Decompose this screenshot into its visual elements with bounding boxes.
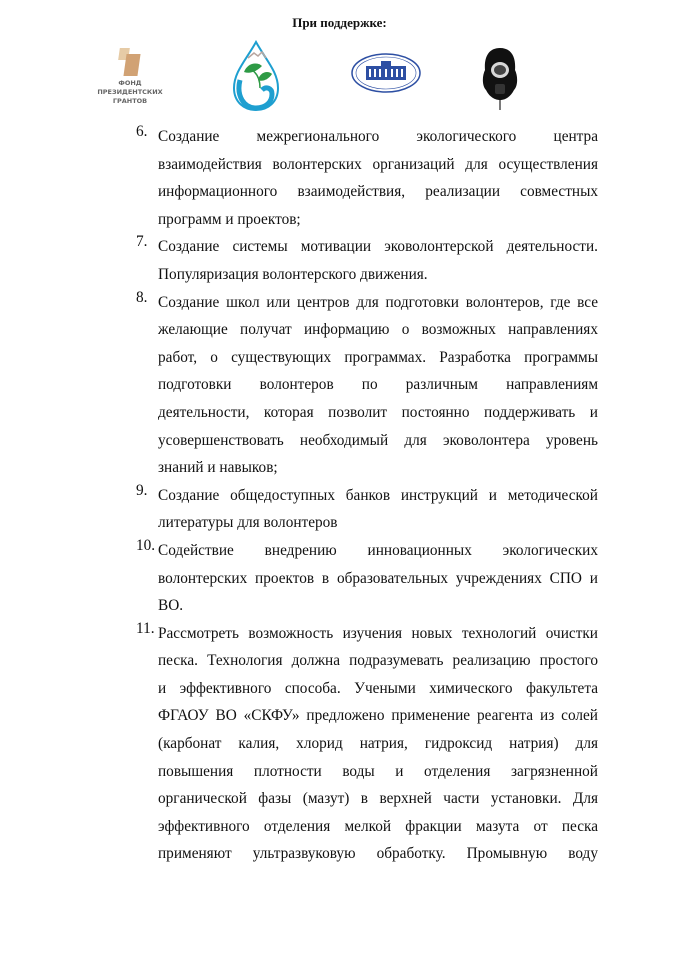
fpg-text-line: ГРАНТОВ [112,97,148,105]
item-text-line: литературы для волонтеров [158,514,338,532]
list-item [136,123,598,233]
item-text-line: волонтерских проектов в образовательных учреждениях СПО и [158,569,598,587]
sponsor-logos [0,40,679,115]
item-text-line: информационного взаимодействия, реализации совместных [158,183,598,201]
gas-mask-logo-icon [480,46,520,112]
list-item [136,620,598,868]
list-item [136,233,598,288]
item-text-line: Создание системы мотивации эковолонтерской деятельности. [158,238,598,256]
item-text-line: применяют ультразвуковую обработку. Промывную воду [158,845,598,863]
item-text-line: программ и проектов; [158,210,301,228]
recommendations-list [136,123,598,868]
item-text-line: знаний и навыков; [158,459,278,477]
item-text-line: усовершенствовать необходимый для эковолонтера уровень [158,431,598,449]
fpg-emblem-icon [117,48,143,76]
item-text-line: взаимодействия волонтерских организаций для осуществления [158,155,598,173]
item-text-line: эффективного отделения мелкой фракции мазута от песка [158,817,598,835]
item-text-line: ФГАОУ ВО «СКФУ» предложено применение реагента из солей [158,707,598,725]
list-item [136,537,598,620]
item-text-line: песка. Технология должна подразумевать реализацию простого [158,652,598,670]
support-heading: При поддержке: [292,15,387,30]
item-text-line: Создание школ или центров для подготовки волонтеров, где все [158,293,598,311]
fpg-text-line: ФОНД [118,79,142,87]
item-text-line: Популяризация волонтерского движения. [158,265,428,283]
item-text-line: органической фазы (мазут) в верхней части установки. Для [158,790,598,808]
item-text-line: подготовки волонтеров по различным направлениям [158,376,598,394]
item-text-line: Рассмотреть возможность изучения новых технологий очистки [158,624,598,642]
fpg-text-line: ПРЕЗИДЕНТСКИХ [97,88,163,96]
item-text-line: Создание общедоступных банков инструкций и методической [158,486,598,504]
list-item [136,482,598,537]
item-text-line: работ, о существующих программах. Разработка программы [158,348,598,366]
presidential-grants-fund-logo [90,48,170,110]
item-number: 6. [136,123,148,140]
item-number: 7. [136,233,148,251]
item-text-line: (карбонат калия, хлорид натрия, гидроксид натрия) для [158,735,598,753]
item-text-line: желающие получат информацию о возможных направлениях [158,321,598,339]
item-number: 11. [136,619,155,637]
public-chamber-logo-icon [350,52,422,94]
item-text-line: Создание межрегионального экологического центра [158,128,598,145]
item-text-line: и эффективного способа. Учеными химического факультета [158,679,598,697]
item-number: 8. [136,288,148,306]
item-text-line: повышения плотности воды и отделения загрязненной [158,762,598,780]
item-number: 9. [136,481,148,499]
item-text-line: Содействие внедрению инновационных экологических [158,541,598,559]
item-number: 10. [136,536,156,554]
item-text-line: деятельности, которая позволит постоянно поддерживать и [158,403,598,421]
eco-drop-logo-icon [228,40,284,112]
item-text-line: ВО. [158,597,184,615]
list-item [136,289,598,482]
